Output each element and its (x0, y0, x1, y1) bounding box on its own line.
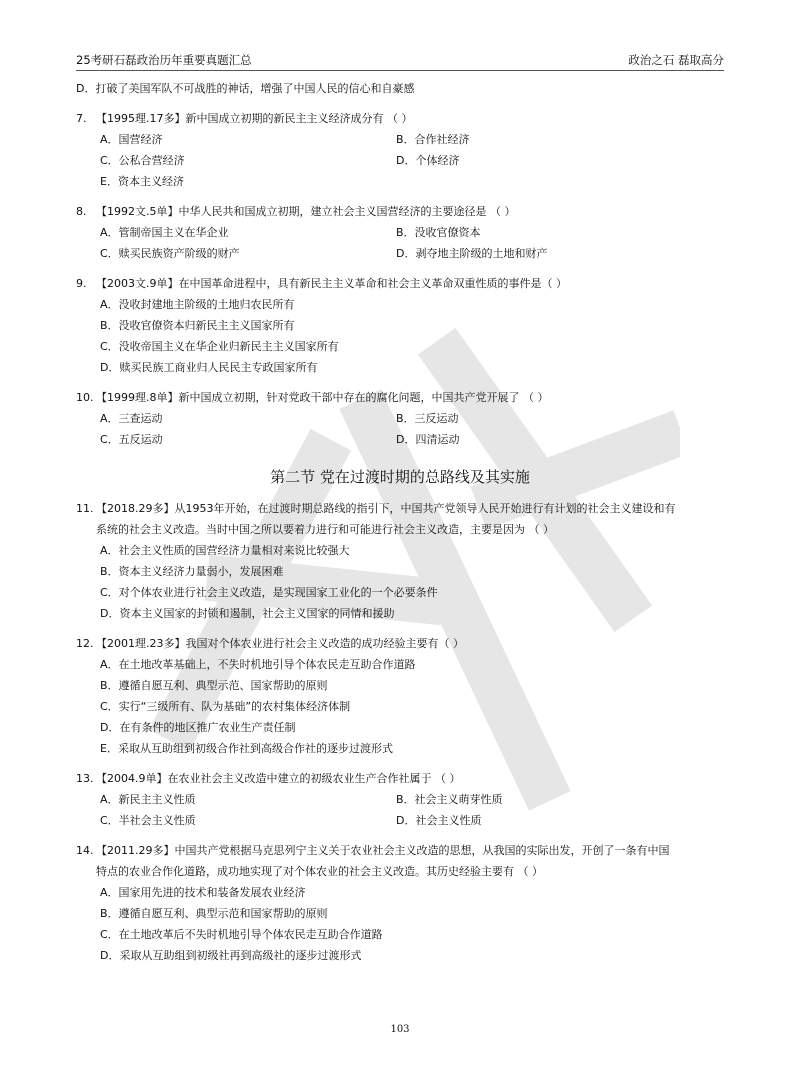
question-text: 【2004.9单】在农业社会主义改造中建立的初级农业生产合作社属于 （ ） (96, 772, 461, 785)
answer-option: C．五反运动 (100, 433, 163, 446)
header-rule (76, 70, 724, 71)
question-stem (76, 201, 724, 222)
answer-option: B．社会主义萌芽性质 (396, 793, 503, 806)
question-text: 【2018.29多】从1953年开始，在过渡时期总路线的指引下，中国共产党领导人民开始进行有计划的社会主义建设和有 (96, 502, 676, 515)
answer-option: D．资本主义国家的封锁和遏制，社会主义国家的同情和援助 (100, 607, 395, 620)
question-stem (76, 387, 724, 408)
answer-option: B．没收官僚资本 (396, 226, 481, 239)
answer-option-row (76, 717, 724, 738)
question-number: 14. (76, 844, 94, 857)
answer-option: C．对个体农业进行社会主义改造，是实现国家工业化的一个必要条件 (100, 586, 438, 599)
answer-option-row (76, 294, 724, 315)
spacer (76, 378, 724, 387)
answer-option: A．社会主义性质的国营经济力量相对来说比较强大 (100, 544, 350, 557)
answer-option: B．遵循自愿互利、典型示范、国家帮助的原则 (100, 679, 328, 692)
answer-option-row (76, 582, 724, 603)
answer-option-row (76, 171, 724, 192)
answer-option: B．三反运动 (396, 412, 459, 425)
question-text: 【1995理.17多】新中国成立初期的新民主主义经济成分有 （ ） (96, 112, 413, 125)
answer-option: A．在土地改革基础上，不失时机地引导个体农民走互助合作道路 (100, 658, 416, 671)
answer-option-row (76, 336, 724, 357)
answer-option-row (76, 945, 724, 966)
question-text: 【1999理.8单】新中国成立初期，针对党政干部中存在的腐化问题，中国共产党开展了 （ ） (96, 391, 549, 404)
answer-option: D．社会主义性质 (396, 814, 482, 827)
answer-option: E．采取从互助组到初级合作社到高级合作社的逐步过渡形式 (100, 742, 393, 755)
answer-option: D．打破了美国军队不可战胜的神话，增强了中国人民的信心和自豪感 (76, 82, 415, 95)
spacer (76, 759, 724, 768)
question-stem (76, 633, 724, 654)
answer-option-row (76, 429, 724, 450)
question-stem (76, 768, 724, 789)
answer-option: D．赎买民族工商业归人民民主专政国家所有 (100, 361, 318, 374)
spacer (76, 624, 724, 633)
question-number: 8. (76, 205, 87, 218)
answer-option: A．国家用先进的技术和装备发展农业经济 (100, 886, 306, 899)
answer-option-row (76, 222, 724, 243)
answer-option: A．没收封建地主阶级的土地归农民所有 (100, 298, 295, 311)
answer-option: B．没收官僚资本归新民主主义国家所有 (100, 319, 295, 332)
answer-option-row (76, 315, 724, 336)
answer-option-row (76, 924, 724, 945)
answer-option-row (76, 129, 724, 150)
question-stem (76, 273, 724, 294)
answer-option-row (76, 810, 724, 831)
answer-option: B．资本主义经济力量弱小，发展困难 (100, 565, 284, 578)
question-text: 【2011.29多】中国共产党根据马克思列宁主义关于农业社会主义改造的思想，从我国的实际出发，开创了一条有中国 (96, 844, 670, 857)
question-number: 9. (76, 277, 87, 290)
answer-option: D．采取从互助组到初级社再到高级社的逐步过渡形式 (100, 949, 362, 962)
answer-option-row (76, 675, 724, 696)
page-header (76, 50, 724, 68)
answer-option: E．资本主义经济 (100, 175, 184, 188)
answer-option: B．合作社经济 (396, 133, 470, 146)
answer-option-row (76, 738, 724, 759)
page-number: 103 (390, 1024, 410, 1035)
answer-option-row (76, 696, 724, 717)
question-text-continued: 特点的农业合作化道路，成功地实现了对个体农业的社会主义改造。其历史经验主要有 （ ） (96, 865, 543, 878)
answer-option: C．在土地改革后不失时机地引导个体农民走互助合作道路 (100, 928, 383, 941)
answer-option-row (76, 540, 724, 561)
answer-option (396, 171, 692, 192)
question-text-continued: 系统的社会主义改造。当时中国之所以要着力进行和可能进行社会主义改造，主要是因为 （ ） (96, 523, 554, 536)
question-text: 【2003文.9单】在中国革命进程中，具有新民主主义革命和社会主义革命双重性质的事件是（ ） (96, 277, 567, 290)
question-text: 【1992文.5单】中华人民共和国成立初期，建立社会主义国营经济的主要途径是 （ ） (96, 205, 516, 218)
spacer (76, 99, 724, 108)
answer-option-row (76, 603, 724, 624)
answer-option-row (76, 150, 724, 171)
answer-option: A．管制帝国主义在华企业 (100, 226, 229, 239)
answer-option: C．没收帝国主义在华企业归新民主主义国家所有 (100, 340, 339, 353)
answer-option: C．公私合营经济 (100, 154, 185, 167)
answer-option: B．遵循自愿互利、典型示范和国家帮助的原则 (100, 907, 328, 920)
answer-option-row (76, 903, 724, 924)
answer-option-row (76, 882, 724, 903)
header-right-slogan: 政治之石 磊取高分 (628, 53, 724, 67)
answer-option-row (76, 357, 724, 378)
question-stem (76, 498, 724, 519)
answer-option: C．半社会主义性质 (100, 814, 196, 827)
answer-option: D．剥夺地主阶级的土地和财产 (396, 247, 548, 260)
answer-option-row (76, 408, 724, 429)
answer-option-row (76, 243, 724, 264)
spacer (76, 831, 724, 840)
spacer (76, 192, 724, 201)
question-list (76, 78, 724, 966)
answer-option: D．在有条件的地区推广农业生产责任制 (100, 721, 296, 734)
answer-option: A．国营经济 (100, 133, 163, 146)
answer-option: A．三查运动 (100, 412, 163, 425)
question-number: 10. (76, 391, 94, 404)
question-stem (76, 840, 724, 861)
answer-option: C．实行“三级所有、队为基础”的农村集体经济体制 (100, 700, 351, 713)
answer-option-row (76, 561, 724, 582)
answer-option: A．新民主主义性质 (100, 793, 196, 806)
question-number: 7. (76, 112, 87, 125)
spacer (76, 264, 724, 273)
answer-option: D．个体经济 (396, 154, 460, 167)
question-number: 13. (76, 772, 94, 785)
answer-option: C．赎买民族资产阶级的财产 (100, 247, 240, 260)
answer-option: D．四清运动 (396, 433, 460, 446)
question-text: 【2001理.23多】我国对个体农业进行社会主义改造的成功经验主要有（ ） (96, 637, 464, 650)
question-number: 11. (76, 502, 94, 515)
question-number: 12. (76, 637, 94, 650)
header-left-title: 25考研石磊政治历年重要真题汇总 (76, 53, 252, 67)
question-stem (76, 108, 724, 129)
section-title: 第二节 党在过渡时期的总路线及其实施 (270, 468, 530, 486)
answer-option-row (76, 654, 724, 675)
answer-option-row (76, 789, 724, 810)
